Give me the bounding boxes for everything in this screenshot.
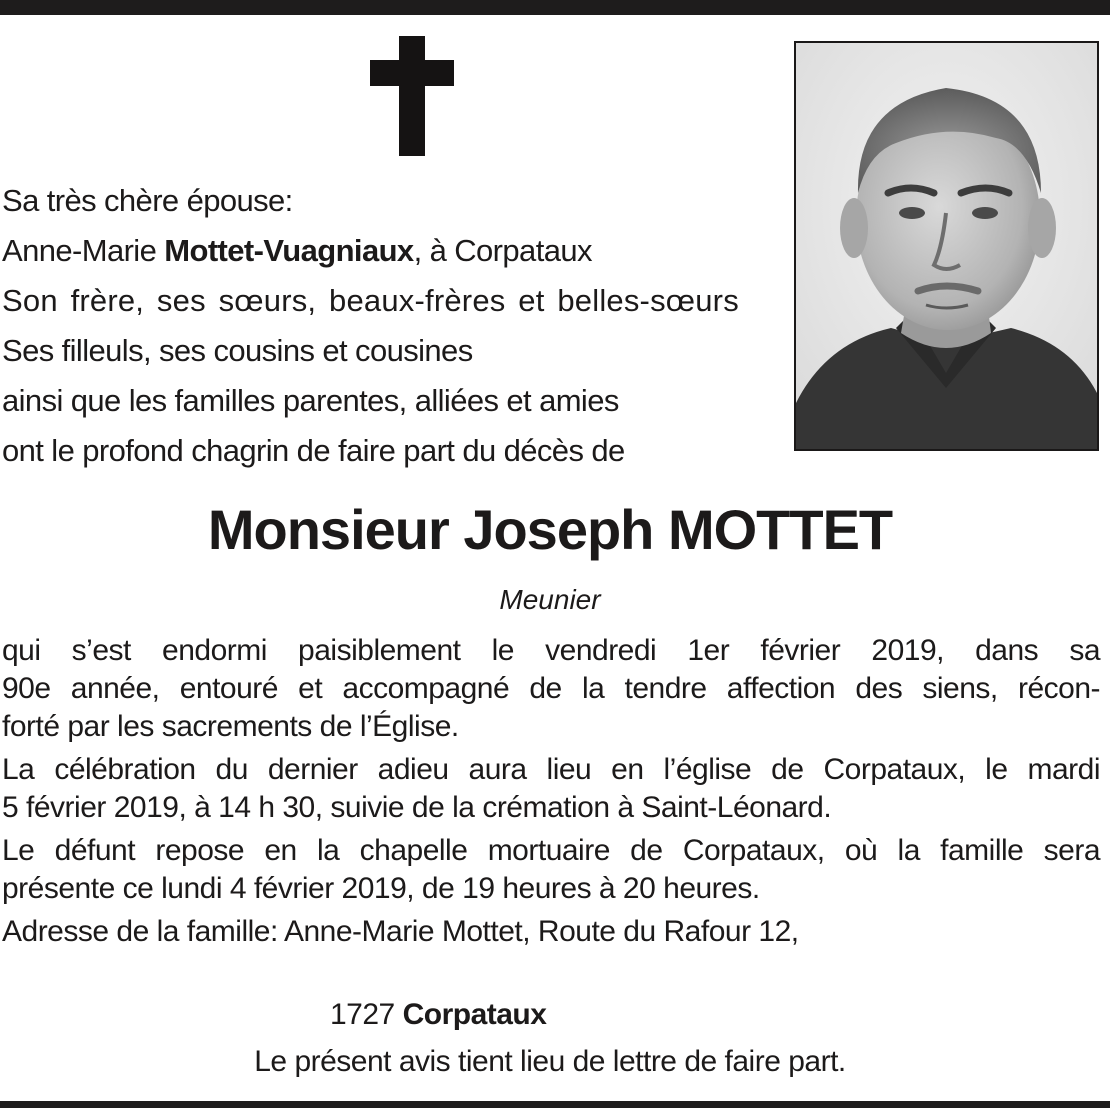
- cross-icon: [370, 36, 454, 156]
- death-paragraph: qui s’est endormi paisiblement le vendredi 1er février 2019, dans sa 90e année, entouré et accompagné de la tendre affection des siens, récon- forté par les sacrements de l’Église.: [2, 634, 1100, 743]
- spouse-surname: Mottet-Vuagniaux: [164, 233, 414, 268]
- intro-line: Anne-Marie Mottet-Vuagniaux, à Corpataux: [2, 233, 592, 268]
- intro-line: Son frère, ses sœurs, beaux-frères et belles-sœurs: [2, 283, 739, 318]
- intro-line: Sa très chère épouse:: [2, 183, 293, 218]
- portrait-photo: [794, 41, 1099, 451]
- intro-line: ont le profond chagrin de faire part du décès de: [2, 433, 625, 468]
- deceased-profession: Meunier: [499, 584, 601, 615]
- top-rule: [0, 0, 1110, 15]
- family-address: Adresse de la famille: Anne-Marie Mottet, Route du Rafour 12,: [2, 915, 799, 948]
- intro-line: ainsi que les familles parentes, alliées et amies: [2, 383, 619, 418]
- family-announcement: [2, 176, 782, 476]
- notice-body: [2, 632, 1100, 956]
- bottom-rule: [0, 1101, 1110, 1108]
- deceased-name: Monsieur Joseph MOTTET: [207, 498, 893, 561]
- closing-note: Le présent avis tient lieu de lettre de faire part.: [254, 1045, 846, 1078]
- intro-line: Ses filleuls, ses cousins et cousines: [2, 333, 473, 368]
- address-city-line: 1727 Corpataux: [330, 998, 547, 1031]
- funeral-paragraph: La célébration du dernier adieu aura lieu en l’église de Corpataux, le mardi 5 février 2019, à 14 h 30, suivie de la crémation à Saint-Léonard.: [2, 753, 1100, 824]
- address-city: Corpataux: [402, 998, 547, 1031]
- visitation-paragraph: Le défunt repose en la chapelle mortuaire de Corpataux, où la famille sera présente ce lundi 4 février 2019, de 19 heures à 20 heures.: [2, 834, 1100, 905]
